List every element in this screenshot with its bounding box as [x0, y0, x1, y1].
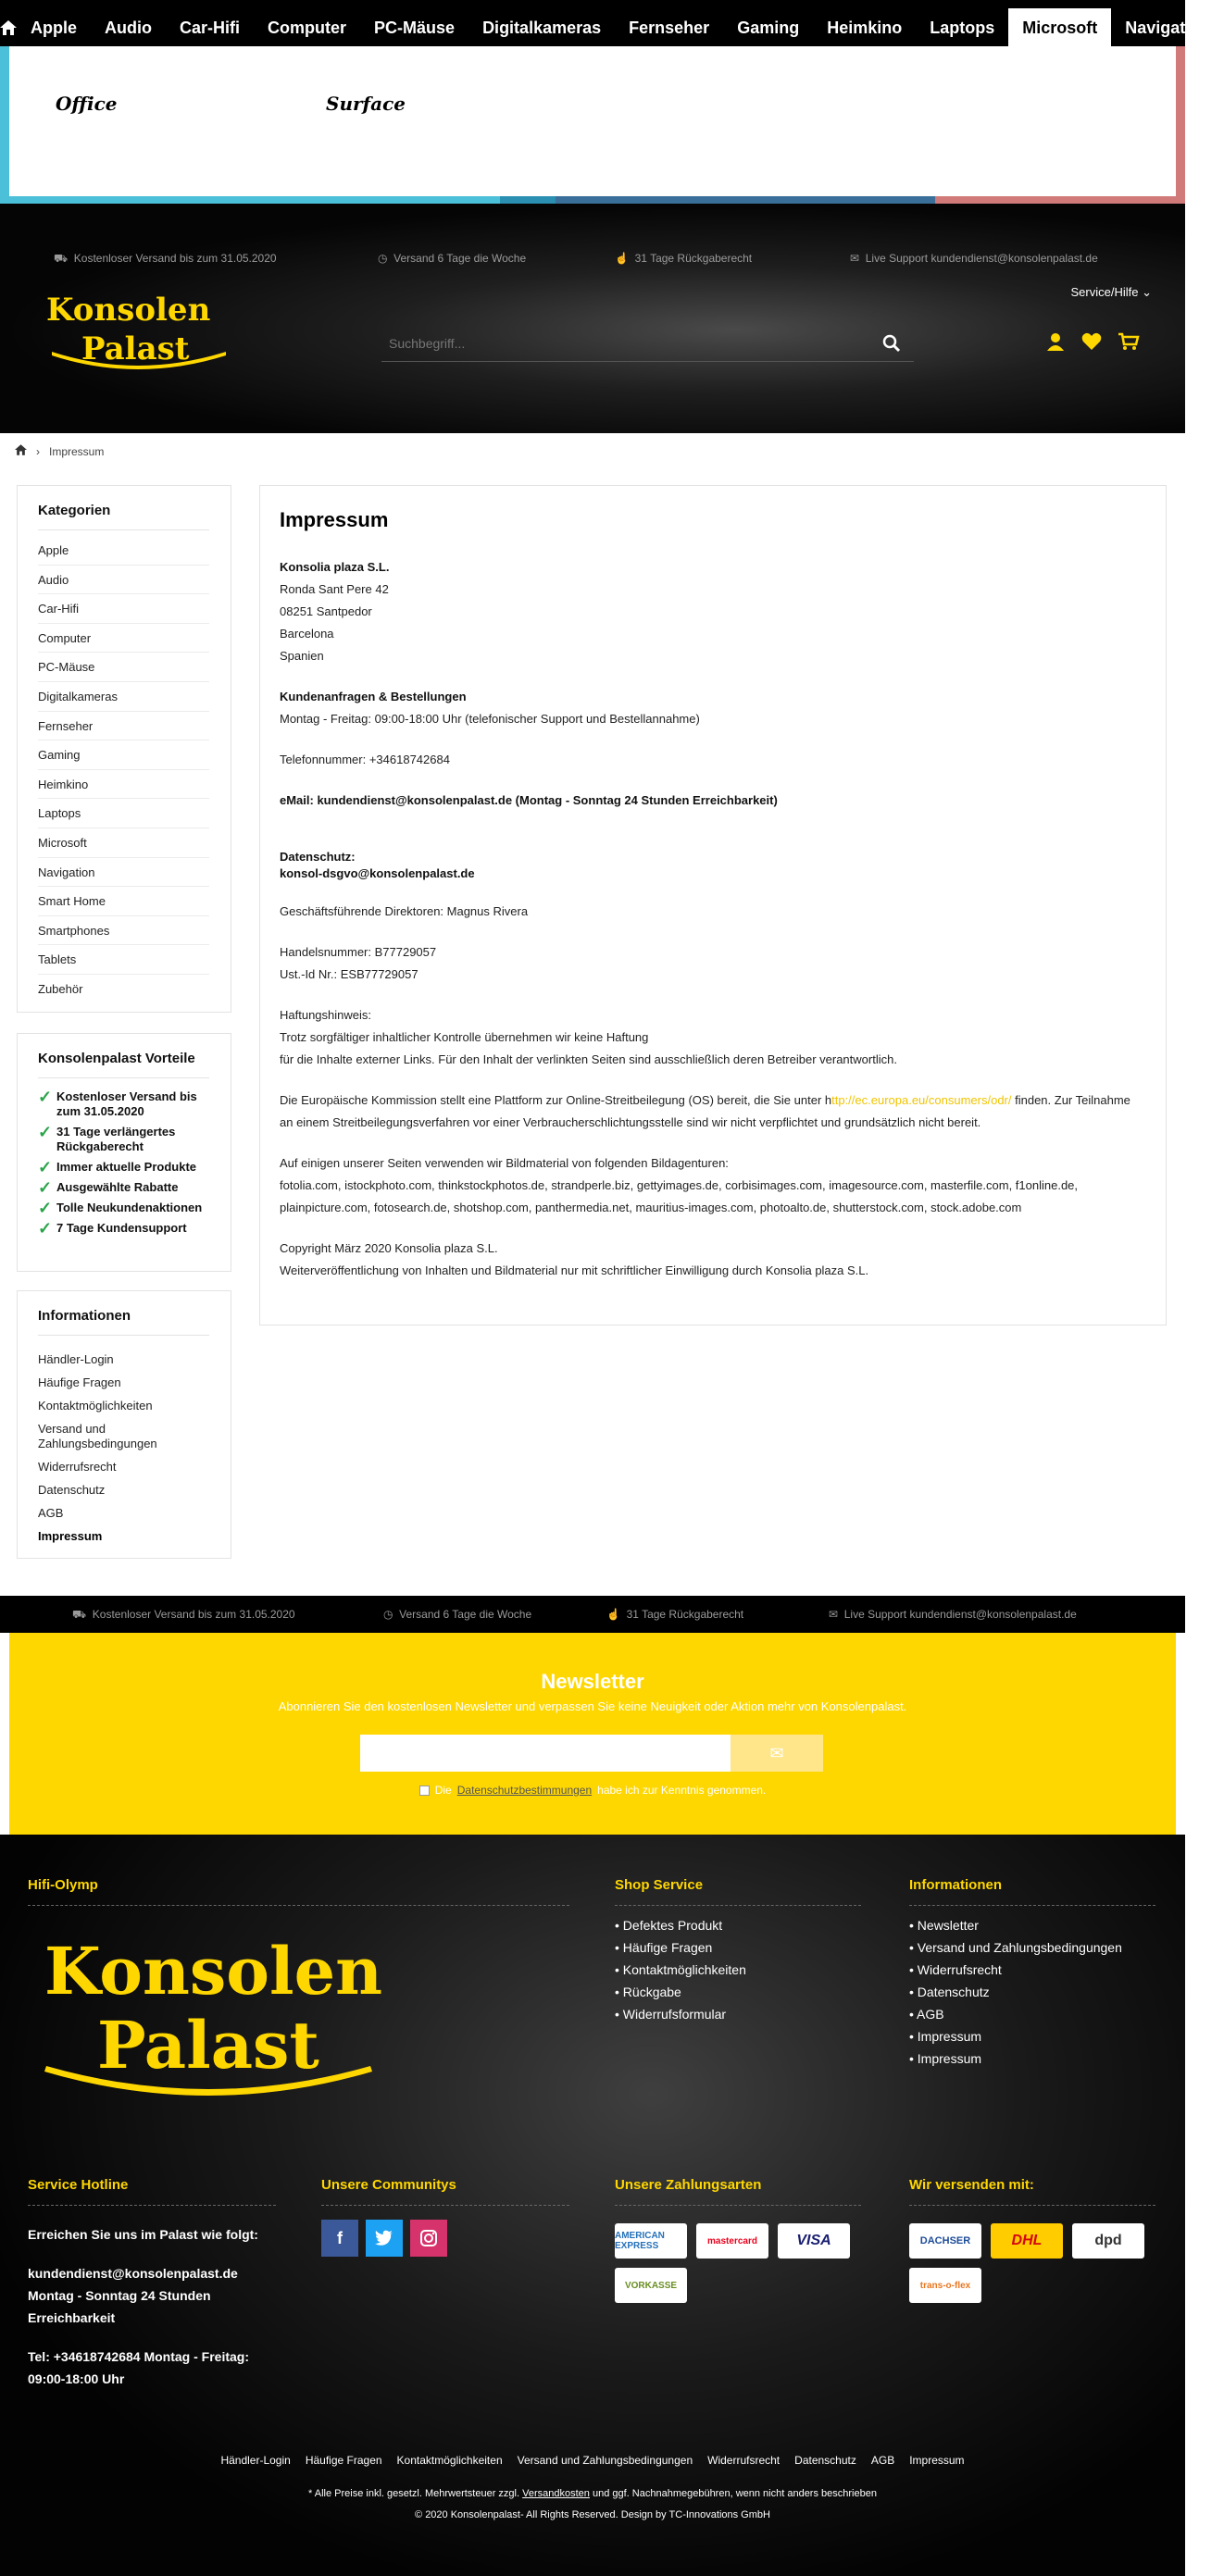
vorteile-title: Konsolenpalast Vorteile — [38, 1051, 195, 1066]
nav-item-computer[interactable]: Computer — [268, 19, 347, 37]
footer-usp-days: ◷ Versand 6 Tage die Woche — [383, 1608, 532, 1621]
info-link-versand[interactable]: Versand und Zahlungsbedingungen — [38, 1422, 157, 1450]
copyright-footer: © 2020 Konsolenpalast- All Rights Reserved. Design by TC-Innovations GmbH — [415, 2509, 770, 2520]
nav-item-navigation[interactable]: Navigation — [1125, 19, 1211, 37]
kunden-title: Kundenanfragen & Bestellungen — [280, 690, 467, 703]
footer-logo[interactable] — [28, 1927, 389, 2103]
handelsnummer: Handelsnummer: B77729057 — [280, 945, 437, 959]
envelope-icon: ✉ — [769, 1743, 784, 1762]
eu-odr-text: Die Europäische Kommission stellt eine Plattform zur Online-Streitbeilegung (OS) bereit, die Sie unter http://ec.europa.eu/consumers/odr/ finden. Zur Teilnahme an einem Streitbeilegungsverfahren vor einer Verbraucherschlichtungsstelle sind wir nicht verpflichtet und grundsätzlich nicht bereit. — [280, 1093, 1130, 1129]
sidebar-item-laptops[interactable]: Laptops — [38, 799, 209, 828]
nav-item-laptops[interactable]: Laptops — [930, 19, 995, 37]
info-title: Informationen — [38, 1308, 131, 1324]
mastercard-logo: mastercard — [696, 2223, 768, 2259]
dhl-logo: DHL — [991, 2223, 1063, 2259]
nav-item-gaming[interactable]: Gaming — [737, 19, 800, 37]
sidebar-item-computer[interactable]: Computer — [38, 624, 209, 653]
info-link-datenschutz[interactable]: Datenschutz — [38, 1483, 106, 1497]
footer-bottom-link[interactable]: Versand und Zahlungsbedingungen — [517, 2454, 693, 2467]
sidebar-item-zubehoer[interactable]: Zubehör — [38, 981, 83, 996]
info-link-kontakt[interactable]: Kontaktmöglichkeiten — [38, 1399, 153, 1412]
dropdown-right-border — [1176, 46, 1185, 204]
newsletter-section — [9, 1633, 1176, 1835]
site-footer — [0, 1835, 1185, 2576]
search-icon[interactable] — [882, 334, 901, 355]
breadcrumb — [15, 444, 104, 458]
bildagenturen-list: fotolia.com, istockphoto.com, thinkstockphotos.de, strandperle.biz, gettyimages.de, corbisimages.com, imagesource.com, masterfile.com, f1online.de, plainpicture.com, fotosearch.de, shotshop.com, panthermedia.net, mauritius-images.com, photoalto.de, shutterstock.com, stock.adobe.com — [280, 1178, 1079, 1214]
check-icon: ✓ — [38, 1123, 53, 1141]
heart-icon[interactable] — [1081, 332, 1102, 354]
nav-item-pc-maeuse[interactable]: PC-Mäuse — [374, 19, 456, 37]
footer-link[interactable]: • Defektes Produkt — [615, 1918, 746, 1933]
breadcrumb-current[interactable]: Impressum — [49, 444, 105, 458]
header-icons — [1046, 332, 1139, 354]
address-line: Barcelona — [280, 627, 334, 641]
shop-service-list — [615, 1918, 746, 2029]
sidebar-vorteile — [17, 1033, 231, 1272]
footer-info-list — [909, 1918, 1122, 2073]
vorteil-item: ✓ Ausgewählte Rabatte — [38, 1178, 179, 1197]
nav-item-car-hifi[interactable]: Car-Hifi — [180, 19, 241, 37]
footer-link[interactable]: • Newsletter — [909, 1918, 1122, 1933]
chevron-right-icon: › — [36, 444, 40, 458]
newsletter-form — [360, 1735, 823, 1772]
chevron-down-icon: ⌄ — [1142, 285, 1152, 299]
footer-link[interactable]: • Versand und Zahlungsbedingungen — [909, 1940, 1122, 1955]
impressum-content — [259, 485, 1167, 1325]
amex-logo: AMERICAN EXPRESS — [615, 2223, 687, 2259]
eu-odr-link[interactable]: ttp://ec.europa.eu/consumers/odr/ — [831, 1093, 1012, 1107]
footer-bottom-link[interactable]: Impressum — [909, 2454, 965, 2467]
check-icon: ✓ — [38, 1199, 53, 1217]
footer-col-title: Informationen — [909, 1877, 1002, 1893]
address-line: 08251 Santpedor — [280, 604, 372, 618]
sidebar-item-car-hifi[interactable]: Car-Hifi — [38, 594, 209, 624]
price-note: * Alle Preise inkl. gesetzl. Mehrwertsteuer zzgl. Versandkosten und ggf. Nachnahmegebühren, wenn nicht anders beschrieben — [308, 2488, 877, 2499]
footer-col-title: Unsere Zahlungsarten — [615, 2177, 762, 2193]
address-line: Ronda Sant Pere 42 — [280, 582, 389, 596]
sidebar-item-apple[interactable]: Apple — [38, 536, 209, 566]
shipping-methods — [909, 2223, 1187, 2303]
sidebar-categories — [17, 485, 231, 1013]
vorteil-item: ✓ 31 Tage verlängertes Rückgaberecht — [38, 1123, 176, 1153]
site-header — [0, 204, 1185, 433]
newsletter-email-input[interactable] — [360, 1735, 731, 1772]
check-icon: ✓ — [38, 1158, 53, 1176]
service-hilfe-menu[interactable]: Service/Hilfe ⌄ — [1070, 285, 1152, 299]
consent-checkbox[interactable] — [419, 1786, 430, 1796]
header-usp-support: ✉ Live Support kundendienst@konsolenpalast.de — [850, 252, 1098, 265]
sidebar-item-gaming[interactable]: Gaming — [38, 740, 209, 770]
dropdown-left-border — [0, 46, 9, 204]
footer-col-title: Unsere Communitys — [321, 2177, 456, 2193]
address-line: Spanien — [280, 649, 324, 663]
user-icon[interactable] — [1046, 332, 1065, 354]
mega-menu-dropdown — [0, 46, 1185, 204]
nav-item-fernseher[interactable]: Fernseher — [629, 19, 710, 37]
check-icon: ✓ — [38, 1219, 53, 1238]
email-line: eMail: kundendienst@konsolenpalast.de (Montag - Sonntag 24 Stunden Erreichbarkeit) — [280, 793, 778, 807]
footer-usp-support: ✉ Live Support kundendienst@konsolenpalast.de — [829, 1608, 1077, 1621]
instagram-icon[interactable] — [410, 2220, 447, 2257]
header-usp-shipping: ⛟ Kostenloser Versand bis zum 31.05.2020 — [54, 252, 277, 265]
nav-item-heimkino[interactable]: Heimkino — [827, 19, 903, 37]
search-input[interactable] — [381, 336, 863, 351]
categories-title: Kategorien — [38, 503, 111, 518]
footer-bottom-link[interactable]: Datenschutz — [794, 2454, 856, 2467]
newsletter-consent: Die Datenschutzbestimmungen habe ich zur Kenntnis genommen. — [9, 1784, 1176, 1797]
datenschutz-title: Datenschutz: — [280, 850, 356, 864]
sidebar-item-navigation[interactable]: Navigation — [38, 858, 209, 888]
transoflex-logo: trans-o-flex — [909, 2268, 981, 2303]
search-bar — [381, 325, 914, 362]
footer-bottom-link[interactable]: Häufige Fragen — [305, 2454, 382, 2467]
sidebar-item-smartphones[interactable]: Smartphones — [38, 916, 209, 946]
social-links — [321, 2220, 447, 2257]
newsletter-text: Abonnieren Sie den kostenlosen Newsletter und verpassen Sie keine Neuigkeit oder Aktion mehr von Konsolenpalast. — [278, 1699, 907, 1713]
footer-link[interactable]: • Widerrufsformular — [615, 2007, 746, 2022]
footer-link[interactable]: • Datenschutz — [909, 1985, 1122, 1999]
svg-text:Konsolen: Konsolen — [46, 292, 211, 329]
footer-link[interactable]: • Rückgabe — [615, 1985, 746, 1999]
nav-item-audio[interactable]: Audio — [105, 19, 153, 37]
svg-text:Palast: Palast — [81, 330, 190, 367]
vorteil-item: ✓ Immer aktuelle Produkte — [38, 1158, 196, 1176]
haftung-text: für die Inhalte externer Links. Für den Inhalt der verlinkten Seiten sind ausschließlich deren Betreiber verantwortlich. — [280, 1052, 897, 1066]
footer-link[interactable]: • Impressum — [909, 2029, 1122, 2044]
facebook-icon[interactable]: f — [321, 2220, 358, 2257]
info-link-widerruf[interactable]: Widerrufsrecht — [38, 1460, 117, 1474]
datenschutz-mail: konsol-dsgvo@konsolenpalast.de — [280, 866, 475, 880]
copyright-note: Weiterveröffentlichung von Inhalten und Bildmaterial nur mit schriftlicher Einwilligung durch Konsolia plaza S.L. — [280, 1263, 869, 1277]
payment-methods — [615, 2223, 893, 2303]
kunden-text: Montag - Freitag: 09:00-18:00 Uhr (telefonischer Support und Bestellannahme) — [280, 712, 700, 726]
sidebar-item-heimkino[interactable]: Heimkino — [38, 770, 209, 800]
site-logo[interactable] — [44, 287, 234, 370]
dropdown-bottom-stripe — [0, 196, 1185, 204]
vorteil-item: ✓ 7 Tage Kundensupport — [38, 1219, 187, 1238]
info-link-agb[interactable]: AGB — [38, 1506, 64, 1520]
footer-link[interactable]: • Kontaktmöglichkeiten — [615, 1962, 746, 1977]
check-icon: ✓ — [38, 1088, 53, 1106]
footer-bottom-link[interactable]: Kontaktmöglichkeiten — [396, 2454, 503, 2467]
vorteil-item: ✓ Kostenloser Versand bis zum 31.05.2020 — [38, 1088, 197, 1118]
home-icon[interactable] — [15, 444, 27, 458]
sidebar-item-tablets[interactable]: Tablets — [38, 945, 209, 975]
check-icon: ✓ — [38, 1178, 53, 1197]
phone-number: Telefonnummer: +34618742684 — [280, 753, 450, 766]
haftung-title: Haftungshinweis: — [280, 1008, 371, 1022]
footer-col-title: Wir versenden mit: — [909, 2177, 1034, 2193]
sidebar-item-audio[interactable]: Audio — [38, 566, 209, 595]
company-name: Konsolia plaza S.L. — [280, 560, 390, 574]
dropdown-item-office[interactable]: Office — [56, 93, 118, 115]
footer-link[interactable]: • Häufige Fragen — [615, 1940, 746, 1955]
datenschutz-link[interactable]: Datenschutzbestimmungen — [456, 1784, 593, 1797]
versandkosten-link[interactable]: Versandkosten — [522, 2488, 590, 2499]
nav-item-apple[interactable]: Apple — [31, 19, 78, 37]
footer-bottom-link[interactable]: Händler-Login — [220, 2454, 291, 2467]
newsletter-title: Newsletter — [541, 1670, 644, 1693]
footer-bottom-link[interactable]: Widerrufsrecht — [707, 2454, 781, 2467]
sidebar-item-pc-maeuse[interactable]: PC-Mäuse — [38, 653, 209, 682]
info-link-impressum[interactable]: Impressum — [38, 1529, 103, 1543]
cart-icon[interactable] — [1118, 332, 1139, 354]
newsletter-submit-button[interactable] — [731, 1735, 823, 1772]
footer-link[interactable]: • AGB — [909, 2007, 1122, 2022]
sidebar-informationen — [17, 1290, 231, 1559]
info-link-faq[interactable]: Häufige Fragen — [38, 1375, 121, 1389]
header-usp-return: ☝ 31 Tage Rückgaberecht — [615, 252, 753, 265]
vorkasse-logo: VORKASSE — [615, 2268, 687, 2303]
copyright: Copyright März 2020 Konsolia plaza S.L. — [280, 1241, 498, 1255]
dachser-logo: DACHSER — [909, 2223, 981, 2259]
footer-link[interactable]: • Impressum — [909, 2051, 1122, 2066]
footer-usp-row — [0, 1596, 1185, 1633]
footer-link[interactable]: • Widerrufsrecht — [909, 1962, 1122, 1977]
nav-item-digitalkameras[interactable]: Digitalkameras — [482, 19, 602, 37]
ust-id: Ust.-Id Nr.: ESB77729057 — [280, 967, 418, 981]
svg-text:Konsolen: Konsolen — [44, 1933, 383, 2010]
dropdown-item-surface[interactable]: Surface — [326, 93, 406, 115]
sidebar-item-digitalkameras[interactable]: Digitalkameras — [38, 682, 209, 712]
bildagenturen-title: Auf einigen unserer Seiten verwenden wir Bildmaterial von folgenden Bildagenturen: — [280, 1156, 729, 1170]
footer-bottom-links — [0, 2454, 1185, 2467]
twitter-icon[interactable] — [366, 2220, 403, 2257]
sidebar-item-microsoft[interactable]: Microsoft — [38, 828, 209, 858]
footer-usp-shipping: ⛟ Kostenloser Versand bis zum 31.05.2020 — [72, 1608, 295, 1621]
info-link-haendler-login[interactable]: Händler-Login — [38, 1352, 114, 1366]
svg-text:Palast: Palast — [97, 2007, 319, 2084]
directors: Geschäftsführende Direktoren: Magnus Rivera — [280, 904, 529, 918]
dpd-logo: dpd — [1072, 2223, 1144, 2259]
visa-logo: VISA — [778, 2223, 850, 2259]
footer-col-title: Shop Service — [615, 1877, 704, 1893]
sidebar-item-fernseher[interactable]: Fernseher — [38, 712, 209, 741]
footer-col-title: Service Hotline — [28, 2177, 129, 2193]
nav-item-microsoft[interactable]: Microsoft — [1008, 8, 1111, 47]
footer-col-title: Hifi-Olymp — [28, 1877, 98, 1893]
page-title: Impressum — [280, 508, 389, 531]
haftung-text: Trotz sorgfältiger inhaltlicher Kontrolle übernehmen wir keine Haftung — [280, 1030, 649, 1044]
sidebar-item-smart-home[interactable]: Smart Home — [38, 887, 209, 916]
footer-usp-return: ☝ 31 Tage Rückgaberecht — [606, 1608, 744, 1621]
footer-bottom-link[interactable]: AGB — [870, 2454, 895, 2467]
vorteil-item: ✓ Tolle Neukundenaktionen — [38, 1199, 203, 1217]
header-usp-days: ◷ Versand 6 Tage die Woche — [378, 252, 527, 265]
service-hotline: Erreichen Sie uns im Palast wie folgt: kundendienst@konsolenpalast.de Montag - Sonntag 24 Stunden Erreichbarkeit Tel: +34618742684 Montag - Freitag: 09:00-18:00 Uhr — [28, 2227, 258, 2386]
